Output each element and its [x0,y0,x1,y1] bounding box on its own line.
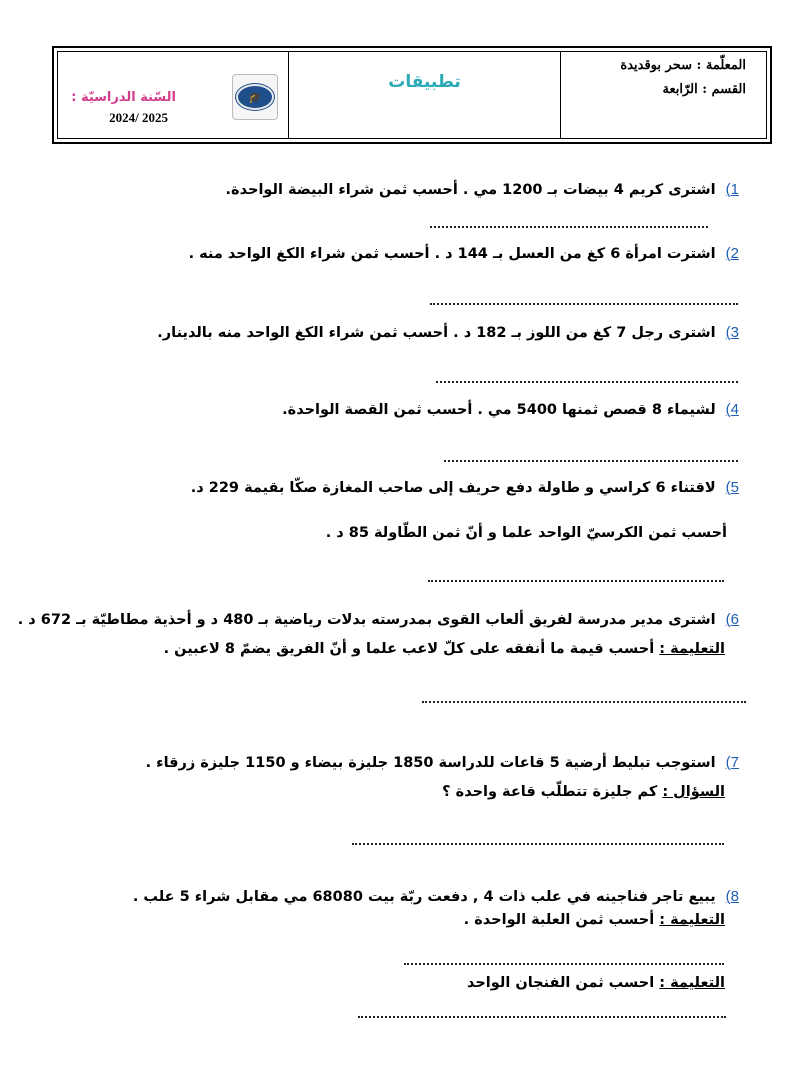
answer-line[interactable] [430,226,708,228]
year-label: السّنة الدراسيّة : [71,90,176,105]
question-label: السؤال : [662,784,725,800]
answer-line[interactable] [358,1016,726,1018]
header-title-cell [288,52,560,138]
exercise-number: 8) [725,888,739,905]
exercise-8-instruction-2 [467,975,725,991]
exercise-3 [157,324,739,341]
year-value: 2024/ 2025 [109,110,168,125]
exercise-1 [226,181,739,198]
school-logo-icon: 🎓 [232,74,278,120]
header-box [52,46,772,144]
header-inner [57,51,767,139]
instruction-label: التعليمة : [659,912,725,928]
exercise-8 [133,888,739,905]
exercise-text: استوجب تبليط أرضية 5 قاعات للدراسة 1850 جليزة بيضاء و 1150 جليزة زرقاء . [145,755,716,771]
answer-line[interactable] [422,701,746,703]
answer-line[interactable] [444,460,738,462]
instruction-text: احسب ثمن الفنجان الواحد [466,975,655,991]
exercise-7-question [442,784,725,800]
class-level: القسم : الرّابعة [662,82,746,97]
answer-line[interactable] [436,381,738,383]
exercise-6-instruction [164,641,725,657]
exercise-2 [189,245,739,262]
exercise-number: 6) [725,611,739,628]
exercise-text: اشترى رجل 7 كغ من اللوز بـ 182 د . أحسب ثمن شراء الكغ الواحد منه بالدينار. [157,325,716,341]
exercise-text: يبيع تاجر فناجينه في علب ذات 4 , دفعت ربّة بيت 68080 مي مقابل شراء 5 علب . [132,889,716,905]
question-text: كم جليزة تتطلّب قاعة واحدة ؟ [442,784,658,800]
exercise-text: لاقتناء 6 كراسي و طاولة دفع حريف إلى صاحب المغازة صكّا بقيمة 229 د. [190,480,716,496]
instruction-label: التعليمة : [659,641,725,657]
exercise-text: اشترى مدير مدرسة لفريق ألعاب القوى بمدرسته بدلات رياضية بـ 480 د و أحذية مطاطيّة بـ 672 د . [17,612,716,628]
header-teacher-cell [560,52,766,138]
exercise-number: 1) [725,181,739,198]
exercise-text: اشترى كريم 4 بيضات بـ 1200 مي . أحسب ثمن شراء البيضة الواحدة. [225,182,716,198]
exercise-5-question [326,525,727,541]
instruction-text: أحسب قيمة ما أنفقه على كلّ لاعب علما و أنّ الفريق يضمّ 8 لاعبين . [163,641,655,657]
exercise-8-instruction [464,912,725,928]
exercise-7 [146,754,739,771]
teacher-name: المعلّمة : سحر بوقديدة [620,58,746,73]
exercise-number: 3) [725,324,739,341]
exercise-number: 7) [725,754,739,771]
exercise-number: 5) [725,479,739,496]
exercise-5 [191,479,739,496]
answer-line[interactable] [352,843,724,845]
exercise-text: لشيماء 8 قصص ثمنها 5400 مي . أحسب ثمن القصة الواحدة. [282,402,716,418]
exercise-number: 4) [725,401,739,418]
answer-line[interactable] [430,303,738,305]
page-title: تطبيقات [388,72,461,92]
instruction-label: التعليمة : [659,975,725,991]
instruction-text: أحسب ثمن العلبة الواحدة . [463,912,655,928]
answer-line[interactable] [428,580,724,582]
exercise-text: اشترت امرأة 6 كغ من العسل بـ 144 د . أحسب ثمن شراء الكغ الواحد منه . [188,246,716,262]
exercise-number: 2) [725,245,739,262]
exercise-question-text: أحسب ثمن الكرسيّ الواحد علما و أنّ ثمن الطّاولة 85 د . [325,525,727,541]
exercise-4 [282,401,739,418]
exercise-6 [18,611,739,628]
answer-line[interactable] [404,963,724,965]
header-year-cell [58,52,288,138]
